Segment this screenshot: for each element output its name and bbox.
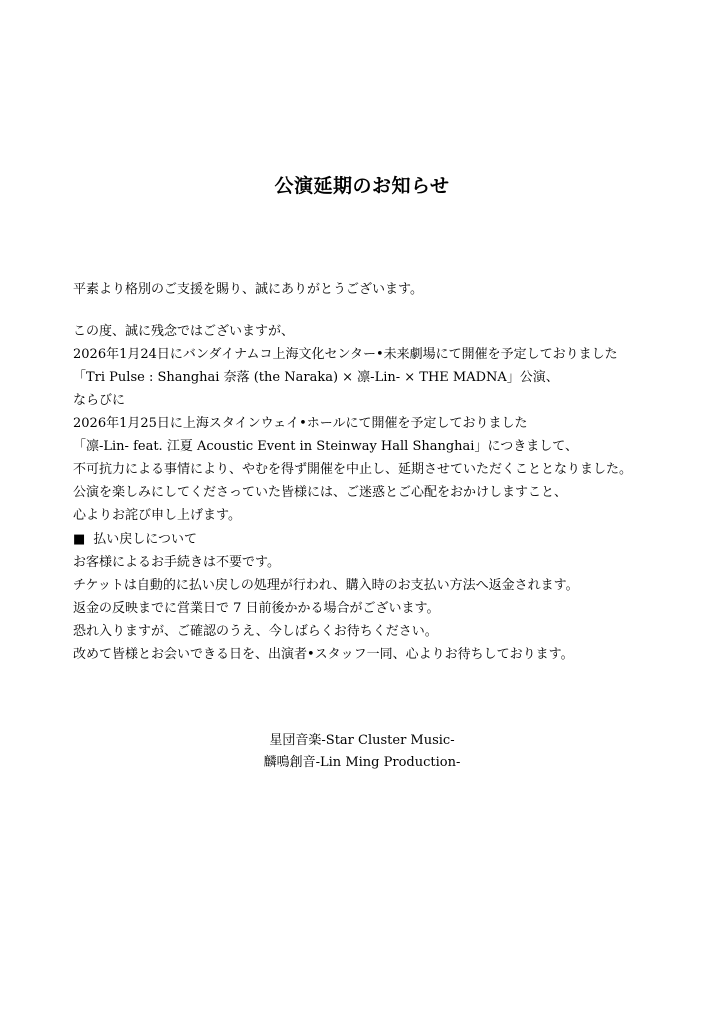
announcement-line: 2026年1月24日にバンダイナムコ上海文化センター•未来劇場にて開催を予定しておりました [73, 347, 618, 362]
announcement-line: 心よりお詫び申し上げます。 [73, 508, 241, 523]
refund-heading-text: 払い戻しについて [93, 532, 198, 547]
announcement-line: 「Tri Pulse : Shanghai 奈落 (the Naraka) × 凛-Lin- × THE MADNA」公演、 [73, 370, 559, 385]
greeting-paragraph [73, 278, 673, 301]
refund-line: 改めて皆様とお会いできる日を、出演者•スタッフ一同、心よりお待ちしております。 [73, 647, 574, 662]
refund-heading [73, 528, 673, 551]
announcement-line: 「凛-Lin- feat. 江夏 Acoustic Event in Steinway Hall Shanghai」につきまして、 [73, 439, 578, 454]
refund-line: 恐れ入りますが、ご確認のうえ、今しばらくお待ちください。 [73, 624, 438, 639]
announcement-line: ならびに [73, 393, 126, 408]
bullet-square-icon: ■ [73, 532, 86, 547]
greeting-line: 平素より格別のご支援を賜り、誠にありがとうございます。 [73, 282, 423, 297]
announcement-line: 2026年1月25日に上海スタインウェイ•ホールにて開催を予定しておりました [73, 416, 528, 431]
refund-line: 返金の反映までに営業日で 7 日前後かかる場合がございます。 [73, 601, 440, 616]
organizer-name: 星団音楽-Star Cluster Music- [269, 733, 455, 748]
announcement-line: 公演を楽しみにしてくださっていた皆様には、ご迷惑とご心配をおかけしますこと、 [73, 485, 568, 500]
production-name: 麟鳴創音-Lin Ming Production- [263, 755, 461, 770]
refund-section [73, 528, 673, 666]
signature-block [0, 730, 724, 774]
announcement-line: この度、誠に残念ではございますが、 [73, 324, 295, 339]
refund-line: お客様によるお手続きは不要です。 [73, 555, 280, 570]
announcement-paragraph [73, 320, 673, 527]
page-title: 公演延期のお知らせ [274, 175, 450, 197]
announcement-line: 不可抗力による事情により、やむを得ず開催を中止し、延期させていただくこととなりました。 [73, 462, 633, 477]
refund-line: チケットは自動的に払い戻しの処理が行われ、購入時のお支払い方法へ返金されます。 [73, 578, 579, 593]
